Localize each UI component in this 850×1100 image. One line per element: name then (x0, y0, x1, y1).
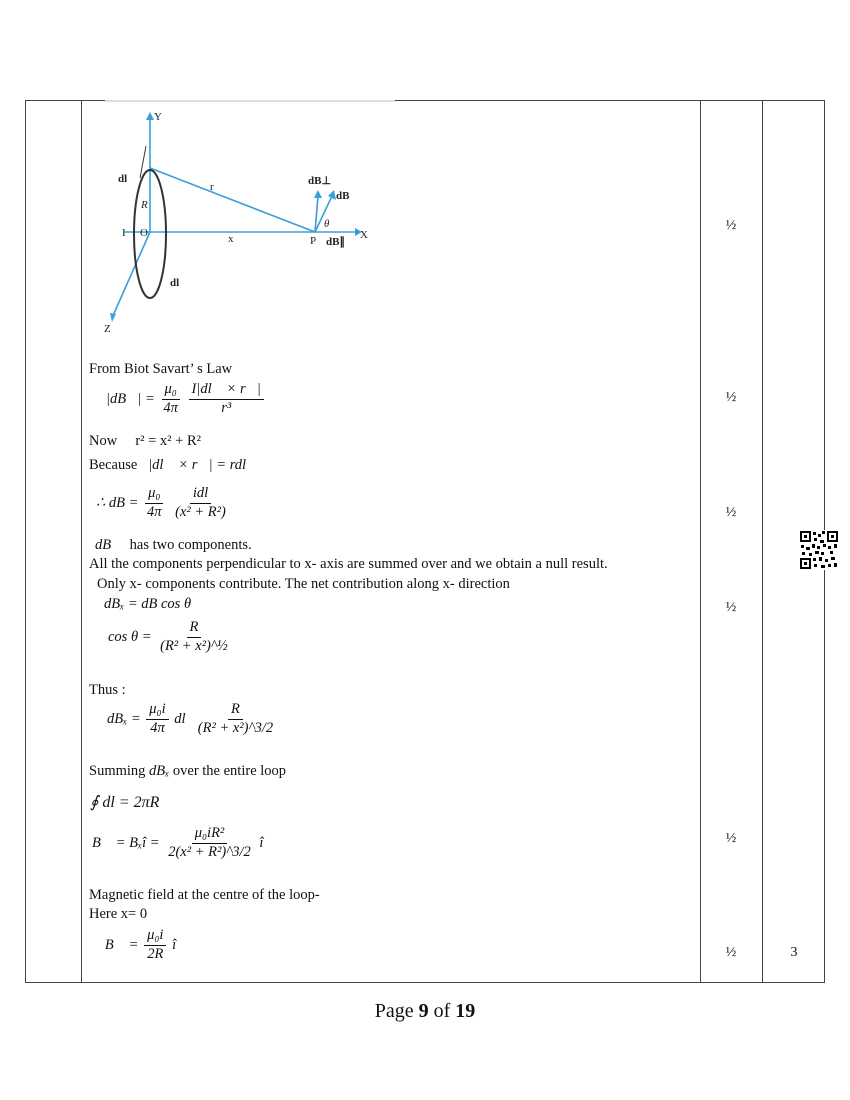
mark-4: ½ (725, 600, 737, 615)
qr-code (799, 530, 839, 570)
final-equation: ∴ B⃗ = $\frac{\text{μ₀i}}{2R}$ î (90, 927, 177, 962)
page-footer: Page 9 of 19 (374, 1000, 476, 1022)
y-label: Y (154, 111, 162, 123)
thus-equation: dBₓ = $\frac{\text{μ₀i}}{4\pi}$ dl $\frac{R}{\text{(R² + x²)\textasciicircum{}3/2}}$ (107, 701, 274, 736)
total-mark: 3 (790, 945, 798, 960)
dbx-equation: dBₓ = dB cos θ (104, 596, 192, 612)
r-vector-line (150, 168, 315, 232)
radius-label: R (141, 199, 148, 211)
thus-line: Thus : (89, 682, 126, 698)
column-divider-3 (762, 100, 763, 983)
db-perp-label: dB⊥ (308, 175, 332, 187)
x-distance-label: x (228, 233, 234, 245)
column-divider-2 (700, 100, 701, 983)
db-label: dB (336, 190, 350, 202)
z-label: Z (104, 323, 111, 335)
b-field-equation: B⃗ = Bₓî = $\frac{\text{μ₀iR²}}{\text{2(x² + R²)\textasciicircum{}3/2}}$ î (92, 825, 264, 860)
biot-savart-line: From Biot Savart’ s Law (89, 361, 233, 377)
column-divider-1 (81, 100, 82, 983)
summing-line: Summing dBₓ over the entire loop (89, 763, 287, 779)
header-strip (105, 100, 395, 102)
point-p-label: P (310, 235, 317, 247)
here-line: Here x= 0 (89, 906, 148, 922)
centre-line: Magnetic field at the centre of the loop- (89, 887, 320, 903)
because-line: Because |dl⃗ × r⃗| = rdl (89, 457, 247, 473)
dl-top-label: dl (118, 173, 128, 185)
mark-1: ½ (725, 218, 737, 233)
mark-2: ½ (725, 390, 737, 405)
current-loop-diagram (100, 108, 380, 338)
z-axis-line (112, 232, 150, 318)
mark-6: ½ (725, 945, 737, 960)
origin-label: O (140, 227, 148, 239)
mark-5: ½ (725, 831, 737, 846)
db-equation: ∴ dB = $\frac{\text{μ₀}}{4\pi}$ $\frac{\text{idl}}{\text{(x² + R²)}}$ (96, 485, 226, 520)
r-label: r (210, 181, 214, 193)
dl-bottom-label: dl (170, 277, 180, 289)
loop-integral: ∮ dl = 2πR (90, 794, 160, 811)
biot-savart-equation: |dB⃗| = $\frac{\text{μ₀}}{4\pi}$ $\frac{I|dl⃗ \times r⃗|}{\text{r³}}$ (106, 382, 266, 417)
cos-theta-equation: cos θ = $\frac{R}{\text{(R² + x²)\textasciicircum{}½}}$ (108, 619, 228, 654)
current-label: I (122, 227, 126, 239)
mark-3: ½ (725, 505, 737, 520)
theta-label: θ (324, 218, 330, 230)
x-label: X (360, 229, 368, 241)
db-par-label: dB∥ (326, 236, 345, 248)
now-line: Now r² = x² + R² (89, 433, 201, 449)
x-components-line: Only x- components contribute. The net contribution along x- direction (97, 576, 510, 592)
perpendicular-line: All the components perpendicular to x- axis are summed over and we obtain a null result. (89, 556, 608, 572)
components-line: dB⃗ has two components. (95, 537, 252, 553)
